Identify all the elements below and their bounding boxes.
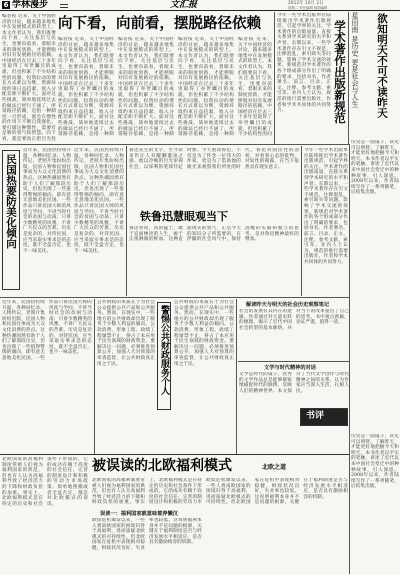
vert-feature-headline: 警惕公共财政服务个人 — [159, 305, 169, 395]
rule — [0, 454, 349, 455]
section-title: 学林漫步 — [12, 0, 49, 10]
feature-text-col2: 近年来，民国热持续升温，各种回忆录、人物传记、老照片集纷纷出版，民国人物和民国往事成为大众文化消费的热点。这种热潮固然有助于人们了解那段历史，但也出现了一些值得警惕的倾向，即有意无意地美化民国。一些作品只讲民国大师的风度与学问，不讲当时社会的贫困与动荡；只讲少数精英的风雅，不讲广大民众的苦难。历史是复杂的，对待民国，应当采取实事求是的态度，既不全盘否定，也不一味美化。 — [74, 148, 124, 254]
lead-headline: 向下看，向前看，摆脱路径依赖 — [58, 16, 261, 32]
masthead-ornament — [60, 4, 68, 8]
issue-date-sub: 星期二 责任编辑 版面编辑 — [288, 6, 328, 10]
rule — [0, 144, 349, 145]
mid-text-bottom: 鲁迅曾说，真的猛士，敢于直面惨淡的人生，敢于正视淋漓的鲜血。这种直面现实的勇气，正是今天的知识分子所需要的。在浮躁的社会风气中，保持清醒的头脑和独立的思考，是对鲁迅精神最好的继承。 — [129, 226, 299, 243]
mid-headline: 铁鲁迅慧眼观当下 — [140, 210, 228, 223]
rule — [301, 146, 302, 296]
lead-body-col4: 编者按 近来，关于中国经济的讨论，越来越多地集中在发展模式的转型上。本文作者认为，我们既要向下看，关注基层与民生，也要向前看，着眼未来的制度创新，才能摆脱对旧有发展路径的依赖。中国经济在过去三十多年里取得了举世瞩目的成就，但也积累了不少结构性的问 — [238, 37, 272, 137]
bottom-left-text: 北欧国家的高福利制度常被人们视为福利国家的典范，但也有人认为高福利导致了经济活力的下降和财政负担的加重。事实上，北欧福利模式是在特定的历史和社会条件下形成的，它的成功有赖于高度的社会信任、完善的制度设计和积极的劳动力市场政策。简单地照搬或者全盘否定，都是对北欧模式的误读。 — [2, 457, 88, 507]
vert-feature-text-a: 公共财政的本质在于为社会公众提供公共产品和公共服务。然而，在现实中，一些地方的公共财政却出现了服务于少数人利益的倾向。公款消费、形象工程、政绩工程屡禁不止，挤占了本应用于民生领域的财政资金。要解决这一问题，必须推进预算公开，加强人大对预算的审查监督，让公共财政真正用之于民。 — [97, 300, 155, 367]
edge-subhead: 星田南 是历史 更是社会与人生 — [351, 12, 359, 108]
rule — [348, 12, 349, 144]
right-col-headline: 学术著作出版新规范 — [333, 20, 347, 124]
lower-right-text-1: 社会的发展有其内在的逻辑。作者通过对大量史料的梳理，揭示了近代中国社会转型的基本脉络，并对当下的改革提出了自己的思考。书中观点新颖，论证严谨，值得一读。 — [239, 309, 349, 331]
bottom-text-a: 北欧国家的高福利制度常被人们视为福利国家的典范，但也有人认为高福利导致了经济活力的下降和财政负担的加重。事实上，北欧福利模式是在特定的历史和社会条件下形成的，它的成功有赖于高度的社会信任、完善的制度设计和积极的劳动力市 — [92, 478, 202, 506]
lower-left-text: 近年来，民国热持续升温，各种回忆录、人物传记、老照片集纷纷出版，民国人物和民国往事成为大众文化消费的热点。这种热潮固然有助于人们了解那段历史，但也出现了一些值得警惕的倾向，即有意无意地美化民国。一些作品只讲民国大师的风度与学问，不讲当时社会的贫困与动荡；只讲少数精英的风雅，不讲广大民众的苦难。历史是复杂的，对待民国，应当采取实事求是的态度，既不全盘否定，也不一味美化。 — [2, 300, 92, 361]
lead-body-col1: 编者按 近来，关于中国经济的讨论，越来越多地集中在发展模式的转型上。本文作者认为，我们既要向下看，关注基层与民生，也要向前看，着眼未来的制度创新，才能摆脱对旧有发展路径的依赖。中国经济在过去三十多年里取得了举世瞩目的成就，但也积累了不少结构性的问题。投资拉动的增长方式难以为继，资源环境约束日益趋紧，收入分配差距不断扩大。面对这些挑战，简单地延续过去的做法已经行不通了。所谓路径依赖，是指一种制 — [58, 37, 114, 137]
feature-headline: 民国热要防美化倾向 — [5, 154, 17, 249]
rule — [274, 12, 275, 144]
bottom-subhead: 误读一：福利国家就意味着养懒汉 — [100, 511, 178, 517]
lower-right-title-2: 文学与时代精神的对话 — [264, 365, 316, 371]
mid-text-top: 鲁迅先生的文字，至今读来仍让人有醍醐灌顶之感。他以冷峻的目光审视社会，以犀利的笔锋针砭时弊。今天重读鲁迅，不仅是为了怀念一位伟大的作家，更是为了借助他的眼光来观察我们所处的时代。鲁迅对国民性的剖析，对看客心态的批判，对奴性的揭露，在当下依然具有现实意义。 — [129, 148, 299, 170]
masthead-rule — [0, 10, 400, 11]
book-review-label: 书评 — [306, 411, 325, 421]
rule — [238, 361, 349, 362]
bottom-headline: 被误读的北欧福利模式 — [92, 458, 232, 474]
lead-body-col2: 编者按 近来，关于中国经济的讨论，越来越多地集中在发展模式的转型上。本文作者认为，我们既要向下看，关注基层与民生，也要向前看，着眼未来的制度创新，才能摆脱对旧有发展路径的依赖。中国经济在过去三十多年里取得了举世瞩目的成就，但也积累了不少结构性的问题。投资拉动的增长方式难以为继，资源环境约束日益趋紧，收入分配差距不断扩大。面对这些挑战，简单地延续过去的做法已经行不通了。所谓路径依赖，是指一种制 — [118, 37, 174, 137]
rule — [0, 297, 349, 298]
lead-body-col3: 编者按 近来，关于中国经济的讨论，越来越多地集中在发展模式的转型上。本文作者认为，我们既要向下看，关注基层与民生，也要向前看，着眼未来的制度创新，才能摆脱对旧有发展路径的依赖。中国经济在过去三十多年里取得了举世瞩目的成就，但也积累了不少结构性的问题。投资拉动的增长方式难以为继，资源环境约束日益趋紧，收入分配差距不断扩大。面对这些挑战，简单地延续过去的做法已经行不通了。所谓路径依赖，是指一种制 — [178, 37, 234, 137]
newspaper-logo: 文汇报 — [170, 0, 198, 10]
bottom-text-c: 欧债危机爆发以来，一些人将南欧国家的困境归咎于高福利，进而质疑北欧模式的可持续性。但北欧国家在危机中表现相对稳健，财政状况良好，失业率也较低。这说明福利本身并不是问题的根源，关键在于福利制度是否与经济发展水平相适应，是否具有激励相容的机制。 — [206, 478, 348, 506]
rule — [349, 144, 350, 574]
feature-text-col1: 近年来，民国热持续升温，各种回忆录、人物传记、老照片集纷纷出版，民国人物和民国往事成为大众文化消费的热点。这种热潮固然有助于人们了解那段历史，但也出现了一些值得警惕的倾向，即有意无意地美化民国。一些作品只讲民国大师的风度与学问，不讲当时社会的贫困与动荡；只讲少数精英的风雅，不讲广大民众的苦难。历史是复杂的，对待民国，应当采取实事求是的态度，既不全盘否定，也不一味美化。 — [23, 148, 71, 254]
left-top-text: 编者按 近来，关于中国经济的讨论，越来越多地集中在发展模式的转型上。本文作者认为，我们既要向下看，关注基层与民生，也要向前看，着眼未来的制度创新，才能摆脱对旧有发展路径的依赖。中国经济在过去三十多年里取得了举世瞩目的成就，但也积累了不少结构性的问题。投资拉动的增长方式难以为继，资源环境约束日益趋紧，收入分配差距不断扩大。面对这些挑战，简单地延续过去的做法已经行不通了。所谓路径依赖，是指一种制度一旦形成，就会在惯性的作用下不断自我强化。要打破这种惯性，需要有足够的勇气和智慧。向下看，就是要真正把目光投 — [2, 14, 56, 142]
right-col-text-b: 今年一些学术出版单位陆续推出学术著作出版规范，引起学界的关注。学术著作的出版质量，直接关系到学术研究的水平和声誉。长期以来，一些学术著作存在引文不规范、注释混乱、索引缺失等问题，影响了学术交流的效果。新规范对学术著作的各个组成部分作出了明确的要求，包括书名、作者署名、前言、目录、正文、注释、参考文献、索引等。业内人士认为，规范的推行需要出版社、作者和学术共同体的共同努力。 — [304, 148, 348, 265]
edge-text-bottom: 历史是一面镜子，读史可以明智。了解昨天，才能更好地把握今天和明天。本书作者以平实的笔触，讲述了近代以来中国社会变迁中的种种故事，引人深思。2008年以来，作者陆续写作了一系列随笔，后结集出版。 — [351, 434, 399, 490]
lower-right-title-1: 解读昨天与明天的社会历史观察笔记 — [246, 302, 330, 308]
issue-date: 2012年 10月 2日 — [288, 1, 324, 6]
lower-right-text-2: 文学是时代的镜子。优秀的文学作品总是能够敏锐地捕捉时代的脉搏，反映人们的精神世界。本文探讨了当代文学创作与时代精神之间的关系，认为作家应当深入生活，扎根人民。 — [239, 372, 349, 394]
right-col-text-a: 今年一些学术出版单位陆续推出学术著作出版规范，引起学界的关注。学术著作的出版质量，直接关系到学术研究的水平和声誉。长期以来，一些学术著作存在引文不规范、注释混乱、索引缺失等问题，影响了学术交流的效果。新规范对学术著作的各个组成部分作出了明确的要求，包括书名、作者署名、前言、目录、正文、注释、参考文献、索引等。业内人士认为，规范的推行需要出版社、作者和学术共同体的共同努力。 — [277, 13, 331, 114]
edge-headline: 欲知明天不可不读昨天 — [376, 13, 388, 118]
bottom-side-headline: 北欧之道 — [262, 464, 287, 471]
vert-feature-text-b: 公共财政的本质在于为社会公众提供公共产品和公共服务。然而，在现实中，一些地方的公共财政却出现了服务于少数人利益的倾向。公款消费、形象工程、政绩工程屡禁不止，挤占了本应用于民生领域的财政资金。要解决这一问题，必须推进预算公开，加强人大对预算的审查监督，让公共财政真正用之于民。 — [174, 300, 234, 367]
masthead — [0, 0, 400, 11]
bottom-text-b: 欧债危机爆发以来，一些人将南欧国家的困境归咎于高福利，进而质疑北欧模式的可持续性。但北欧国家在危机中表现相对稳健，财政状况良好，失业率也较低。这说明福利本身并不是问题的根源，关键在于福利制度是否与经济发展水平相适应，是否具有激励相容的机制。 — [92, 518, 202, 551]
rule — [126, 146, 127, 296]
edge-text: 历史是一面镜子，读史可以明智。了解昨天，才能更好地把握今天和明天。本书作者以平实的笔触，讲述了近代以来中国社会变迁中的种种故事，引人深思。2008年以来，作者陆续写作了一系列随笔，后结集出版。 — [351, 140, 399, 196]
page-number: 6 — [3, 1, 9, 9]
rule — [236, 299, 237, 454]
rule — [94, 299, 95, 454]
